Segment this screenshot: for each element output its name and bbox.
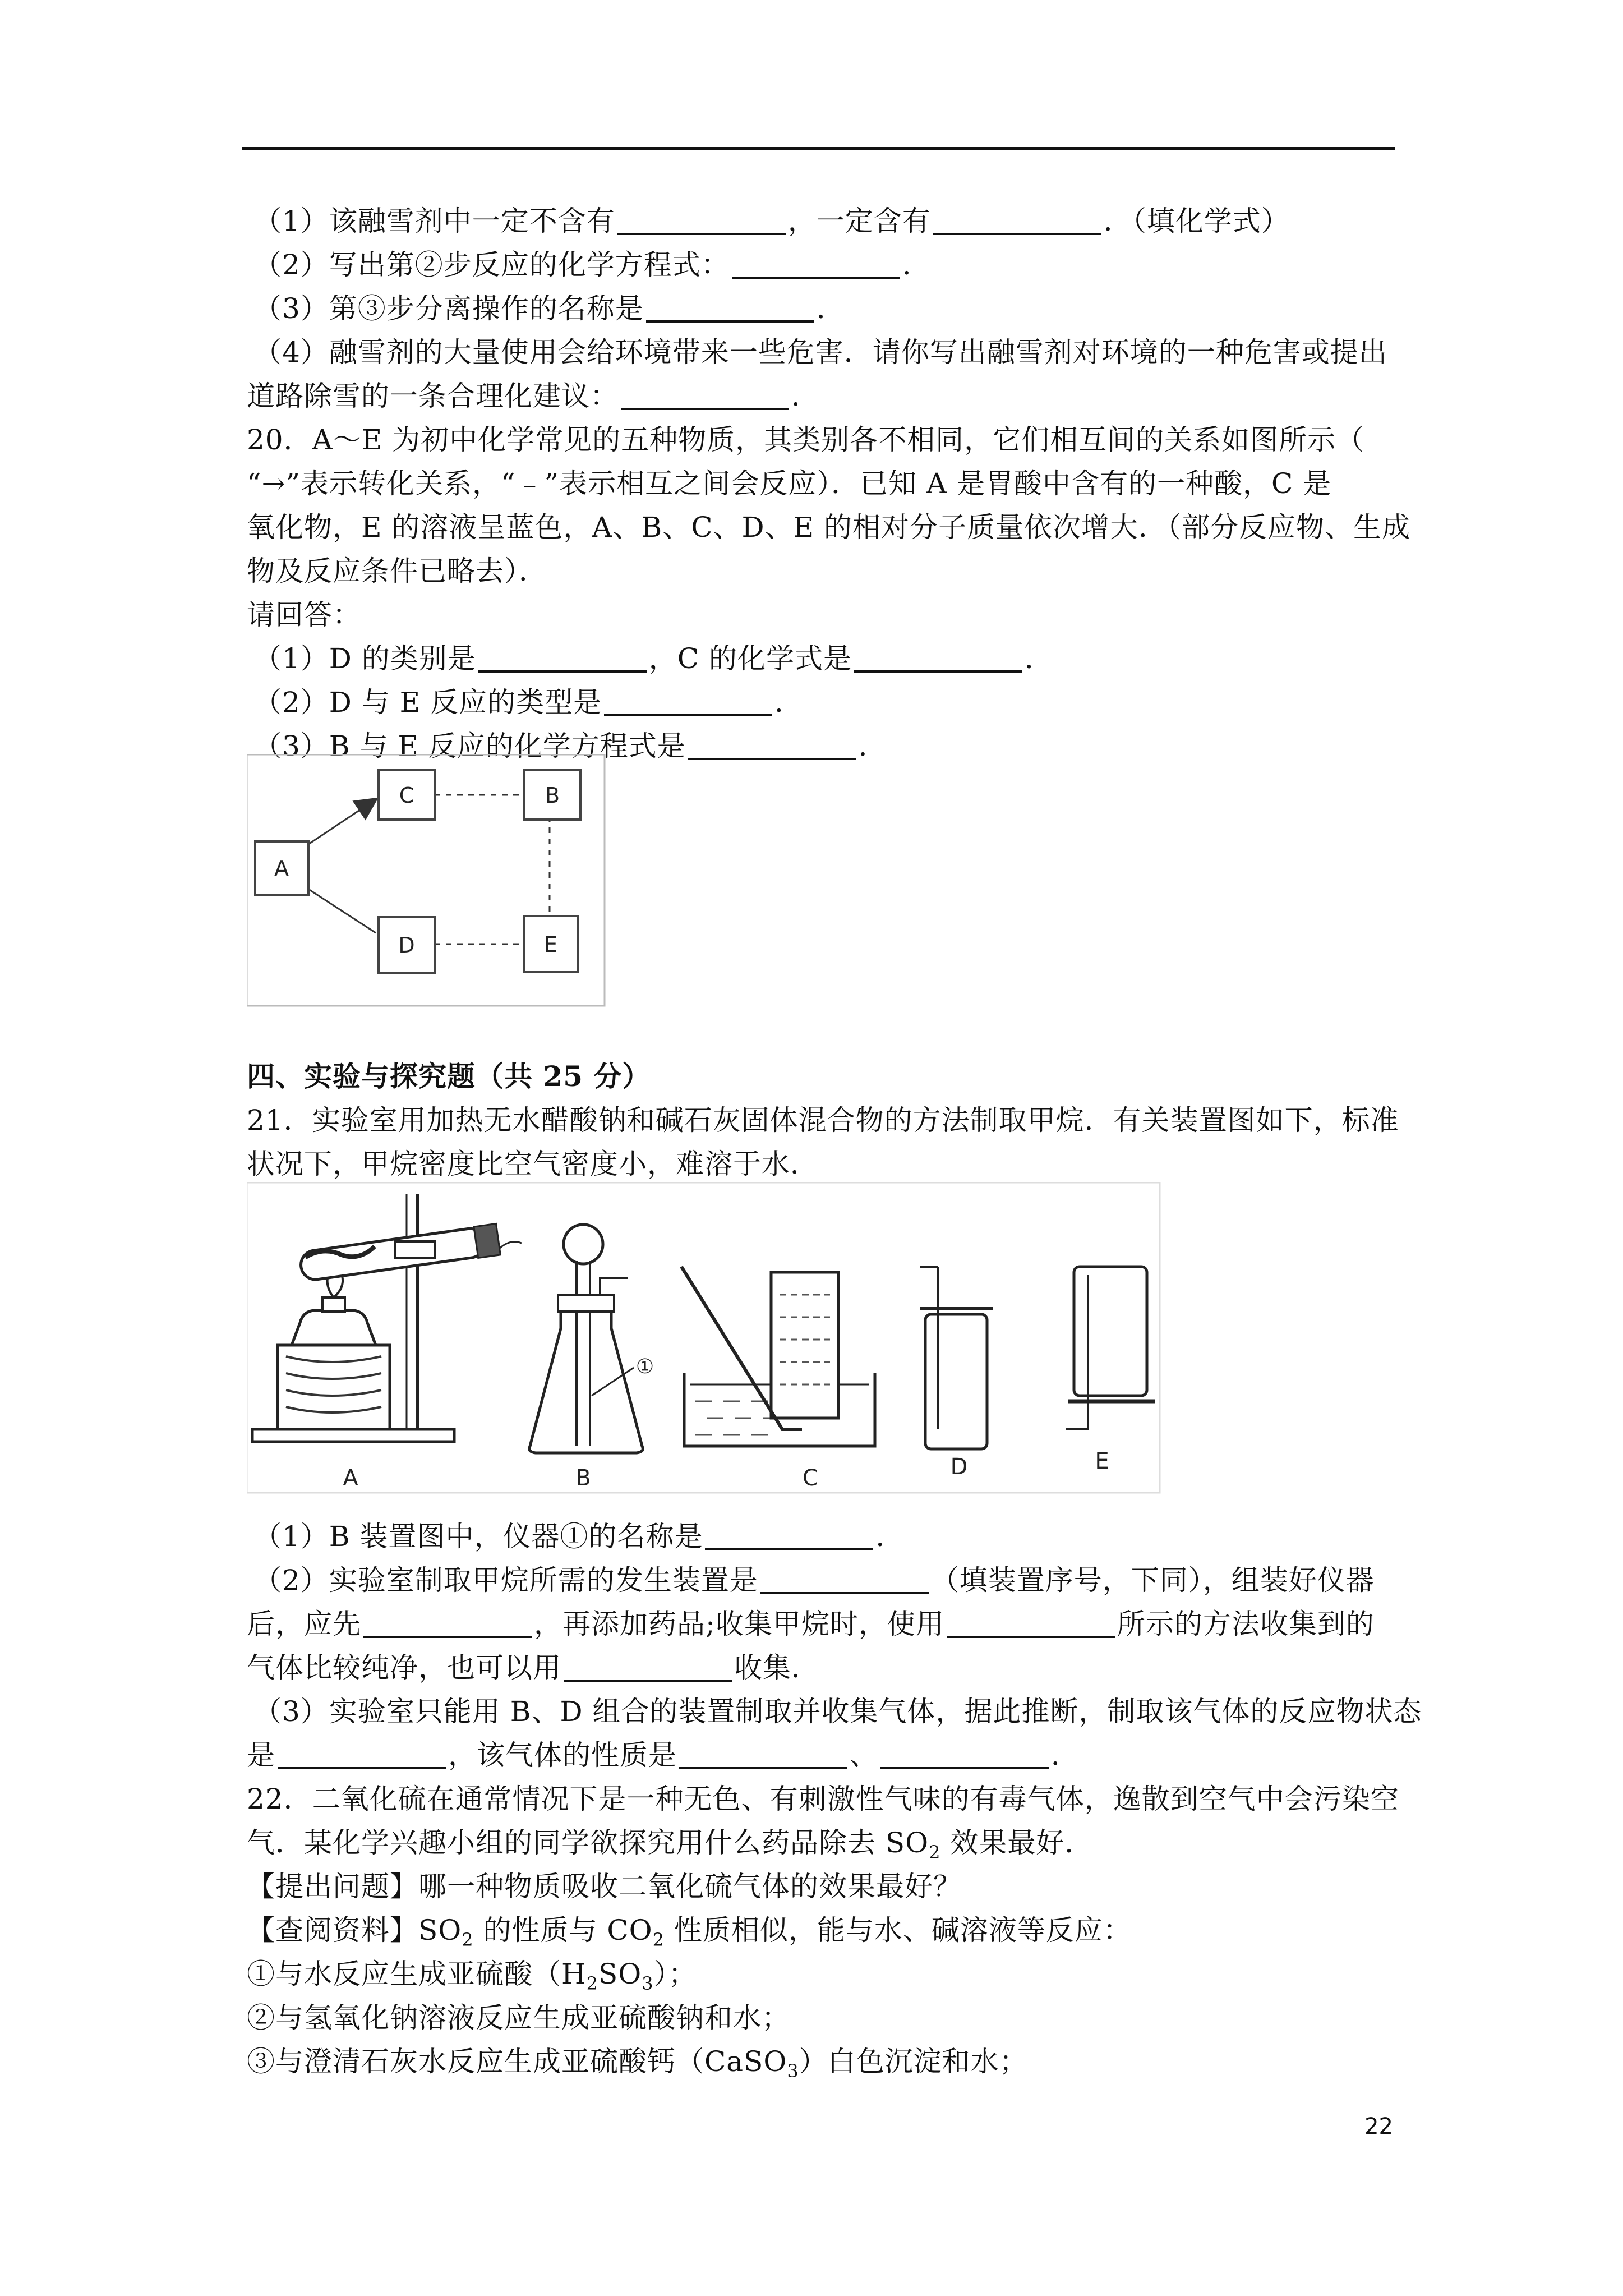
text: 效果最好． <box>940 1826 1094 1859</box>
answer-blank[interactable] <box>604 683 772 716</box>
delivery-tube <box>499 1242 522 1249</box>
gas-jar-d <box>925 1314 987 1449</box>
node-e-label: E <box>543 932 558 957</box>
text: 性质相似，能与水、碱溶液等反应： <box>665 1914 1132 1947</box>
node-c-label: C <box>399 783 414 808</box>
q19-part3 <box>247 287 1402 330</box>
text: ． <box>902 249 931 281</box>
q22-item-3 <box>247 2040 1402 2083</box>
q21-stem-1: 21．实验室用加热无水醋酸钠和碱石灰固体混合物的方法制取甲烷．有关装置图如下，标准 <box>247 1104 1399 1137</box>
text: ③与澄清石灰水反应生成亚硫酸钙（CaSO <box>247 2045 787 2078</box>
q20-part2 <box>247 680 1402 724</box>
text: 是 <box>247 1739 275 1772</box>
label-e: E <box>1095 1448 1109 1474</box>
text: （2）D 与 E 反应的类型是 <box>253 686 602 719</box>
text: （4）融雪剂的大量使用会给环境带来一些危害．请你写出融雪剂对环境的一种危害或提出 <box>253 336 1387 369</box>
q19-part1 <box>247 199 1402 243</box>
stand-base <box>252 1429 454 1442</box>
answer-blank[interactable] <box>732 245 900 279</box>
arrow-a-to-c <box>308 799 376 844</box>
page-number: 22 <box>1364 2114 1393 2139</box>
text: （3）实验室只能用 B、D 组合的装置制取并收集气体，据此推断，制取该气体的反应物状态 <box>253 1695 1422 1728</box>
answer-blank[interactable] <box>880 1736 1049 1769</box>
q20-stem-1: 20．A～E 为初中化学常见的五种物质，其类别各不相同，它们相互间的关系如图所示（ <box>247 424 1365 456</box>
text: ，C 的化学式是 <box>648 642 852 675</box>
link-a-d <box>308 889 376 933</box>
node-b-label: B <box>545 783 560 808</box>
subscript: 3 <box>642 1973 654 1994</box>
q22-reference <box>247 1908 1402 1952</box>
node-a-label: A <box>274 856 289 881</box>
text: ）白色沉淀和水； <box>799 2045 1028 2078</box>
q22-stem-2 <box>247 1821 1402 1865</box>
text: 后，应先 <box>247 1608 361 1640</box>
apparatus-e <box>1066 1267 1155 1474</box>
text: 、 <box>850 1739 878 1772</box>
text: ． <box>774 686 804 719</box>
q22-item-1 <box>247 1952 1402 1996</box>
answer-blank[interactable] <box>278 1736 446 1769</box>
q21-part3-cont <box>247 1733 1402 1777</box>
q21-part2 <box>247 1558 1402 1602</box>
node-d-label: D <box>398 933 415 958</box>
page-content <box>247 199 1410 768</box>
q21-stem-2: 状况下，甲烷密度比空气密度小，难溶于水． <box>247 1148 819 1180</box>
answer-blank[interactable] <box>621 376 789 410</box>
clamp <box>395 1241 435 1258</box>
alcohol-lamp <box>292 1310 376 1345</box>
text: ． <box>858 730 887 762</box>
apparatus-a <box>252 1194 522 1491</box>
tube-stopper <box>474 1223 500 1258</box>
node-d <box>379 917 435 973</box>
flask-stopper <box>558 1295 614 1312</box>
text: （填装置序号，下同），组装好仪器 <box>930 1564 1375 1596</box>
subscript: 2 <box>929 1842 941 1863</box>
answer-blank[interactable] <box>617 201 786 235</box>
q20-stem-2: “→”表示转化关系，“﹣”表示相互之间会反应）．已知 A 是胃酸中含有的一种酸，C 是 <box>247 467 1332 500</box>
q22-item-2: ②与氢氧化钠溶液反应生成亚硫酸钠和水； <box>247 2001 790 2034</box>
q19-part4-cont <box>247 374 1402 418</box>
label-b: B <box>575 1465 591 1491</box>
answer-blank[interactable] <box>688 726 856 760</box>
conical-flask <box>529 1300 643 1453</box>
q20-relation-diagram <box>247 754 606 1007</box>
section-title: 四、实验与探究题（共 25 分） <box>247 1060 651 1093</box>
section4-block <box>247 1055 1402 1186</box>
text: ，一定含有 <box>787 205 931 237</box>
answer-blank[interactable] <box>947 1604 1115 1638</box>
text: （3）第③步分离操作的名称是 <box>253 292 644 325</box>
answer-blank[interactable] <box>705 1517 873 1550</box>
q21-apparatus-figure <box>247 1182 1161 1494</box>
subscript: 2 <box>462 1929 474 1950</box>
apparatus-d <box>920 1267 993 1480</box>
label-c: C <box>803 1465 818 1491</box>
answer-blank[interactable] <box>646 289 814 323</box>
text: ，再添加药品;收集甲烷时，使用 <box>534 1608 944 1640</box>
lamp-neck <box>322 1297 345 1312</box>
text: ． <box>791 380 820 412</box>
q21-q22-block <box>247 1515 1422 2083</box>
text: （1）D 的类别是 <box>253 642 476 675</box>
answer-blank[interactable] <box>933 201 1101 235</box>
text: （3）B 与 E 反应的化学方程式是 <box>253 730 686 762</box>
q21-part2-cont2 <box>247 1646 1402 1690</box>
node-c <box>379 770 435 820</box>
subscript: 2 <box>586 1973 598 1994</box>
q22-question: 【提出问题】哪一种物质吸收二氧化硫气体的效果最好？ <box>247 1870 962 1903</box>
text: 气体比较纯净，也可以用 <box>247 1651 561 1684</box>
label-a: A <box>343 1465 358 1491</box>
answer-blank[interactable] <box>679 1736 847 1769</box>
text: 道路除雪的一条合理化建议： <box>247 380 619 412</box>
answer-blank[interactable] <box>854 639 1022 673</box>
text: SO <box>598 1958 642 1990</box>
q19-part4 <box>247 330 1402 374</box>
text: ． <box>1024 642 1053 675</box>
text: ． <box>1051 1739 1080 1772</box>
q20-stem-4: 物及反应条件已略去）． <box>247 555 547 587</box>
marker-circled-one: ① <box>635 1355 654 1378</box>
text: （1）B 装置图中，仪器①的名称是 <box>253 1520 703 1553</box>
text: ．（填化学式） <box>1103 205 1290 237</box>
answer-blank[interactable] <box>478 639 647 673</box>
subscript: 2 <box>652 1929 665 1950</box>
side-tube <box>600 1278 628 1295</box>
text: ． <box>875 1520 905 1553</box>
node-b <box>524 770 580 820</box>
q21-part1 <box>247 1515 1402 1558</box>
text: 【查阅资料】SO <box>247 1914 462 1947</box>
node-a <box>255 841 308 895</box>
q20-part1 <box>247 637 1402 680</box>
text: （2）写出第②步反应的化学方程式： <box>253 249 730 281</box>
header-rule <box>242 147 1395 150</box>
text: ． <box>816 292 845 325</box>
q19-part2 <box>247 243 1402 287</box>
text: ①与水反应生成亚硫酸（H <box>247 1958 587 1990</box>
q21-part3 <box>247 1690 1422 1733</box>
gas-jar-e <box>1074 1267 1147 1396</box>
apparatus-b <box>529 1225 654 1491</box>
text: 的性质与 CO <box>473 1914 653 1947</box>
q22-stem-1: 22．二氧化硫在通常情况下是一种无色、有刺激性气味的有毒气体，逸散到空气中会污染空 <box>247 1783 1399 1815</box>
text: （2）实验室制取甲烷所需的发生装置是 <box>253 1564 758 1596</box>
apparatus-c <box>681 1267 875 1491</box>
q20-prompt: 请回答： <box>247 599 361 631</box>
node-e <box>524 916 578 972</box>
answer-blank[interactable] <box>564 1648 732 1682</box>
text: （1）该融雪剂中一定不含有 <box>253 205 615 237</box>
text: 所示的方法收集到的 <box>1117 1608 1375 1640</box>
text: 收集． <box>734 1651 820 1684</box>
funnel-bulb <box>564 1225 603 1264</box>
q21-part2-cont <box>247 1602 1402 1646</box>
text: 气．某化学兴趣小组的同学欲探究用什么药品除去 SO <box>247 1826 929 1859</box>
label-d: D <box>950 1454 968 1480</box>
text: ，该气体的性质是 <box>448 1739 677 1772</box>
subscript: 3 <box>787 2060 799 2082</box>
text: ）； <box>653 1958 697 1990</box>
q20-stem-3: 氧化物，E 的溶液呈蓝色，A、B、C、D、E 的相对分子质量依次增大．（部分反应物、生成 <box>247 511 1410 544</box>
answer-blank[interactable] <box>760 1561 929 1594</box>
answer-blank[interactable] <box>363 1604 532 1638</box>
